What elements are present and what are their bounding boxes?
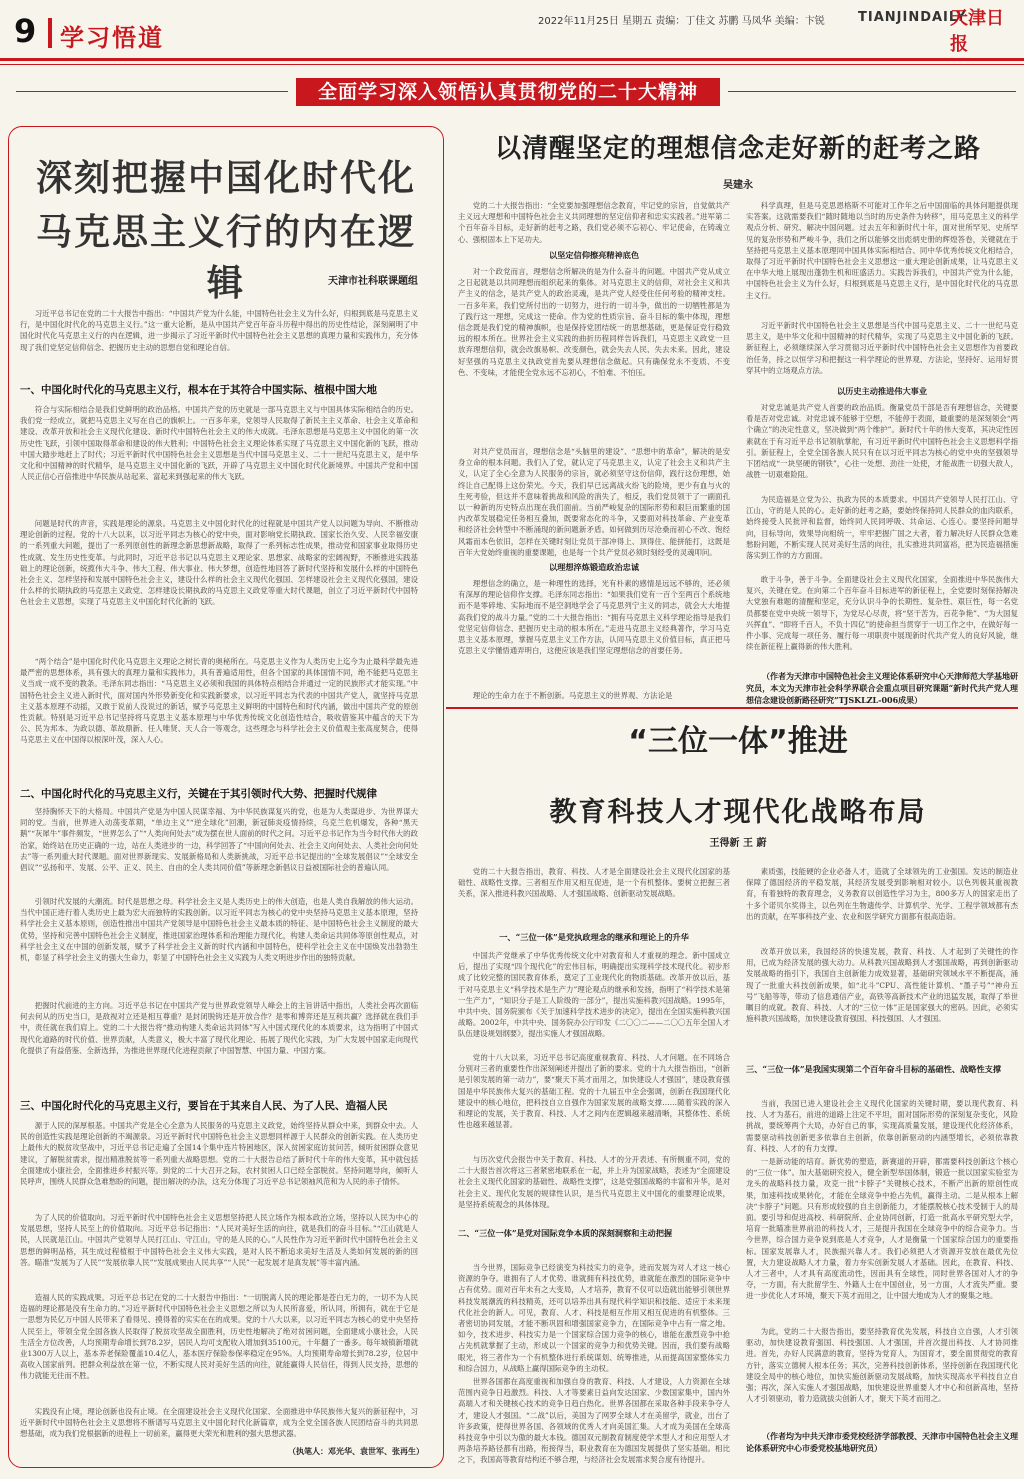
article-b-paragraph-10: 一是新动能的培育。新优势的塑造，新赛道的开辟，都需要科技创新这个核心的“三位一体”。加大基础研究投入，健全新型举国体制，锻造一批以国家实验室为龙头的战略科技力量，攻克一批“卡脖子”关键核心技术，不断产出新的原创性成果，加速科技成果转化，才能在全球竞争中抢占先机，赢得主动。二是从根本上解决“卡脖子”问题。只有形成较强的自主创新能力，才能摆脱核心技术受制于人的局面。要引导和促进高校、科研院所、企业协同创新，打造一批高水平研究型大学，培育一批瞄准世界前沿的科技人才，三是提升我国在全球竞争中的综合竞争力。当今世界，综合国力竞争说到底是人才竞争，人才是衡量一个国家综合国力的重要指标。国家发展靠人才，民族振兴靠人才。我们必须把人才资源开发放在最优先位置，大力建设战略人才力量，着力夯实创新发展人才基础。因此，在教育、科技、人才三者中，人才具有高度流动性，因而具有全球性，同时世界各国对人才的争夺，一方面，有大批留学生、外籍人士在中国创业，另一方面，人才流失严重。要进一步优化人才环境，聚天下英才而用之，让中国大地成为人才的聚集之地。 [746,1157,1018,1301]
page-number: 9 [14,12,37,50]
article-b-heading-1: 一、“三位一体”是党执政理念的继承和理论上的升华 [499,932,689,942]
left-paragraph-8: 为了人民的价值取向。习近平新时代中国特色社会主义思想坚持把人民立场作为根本政治立场，坚持以人民为中心的发展思想，坚持人民至上的价值取向。习近平总书记指出：“人民对美好生活的向往，就是我们的奋斗目标。”“江山就是人民，人民就是江山。中国共产党领导人民打江山、守江山，守的是人民的心。”人民性作为习近平新时代中国特色社会主义思想的鲜明品格，其生成过程植根于中国特色社会主义伟大实践，是对人民不断追求美好生活及人类如何发展的新的回答。瞄准“发展为了人民”“发展依靠人民”“发展成果由人民共享”“人民”一起发展才是真发展”等丰富内涵。 [20,1213,418,1267]
article-b-authors: 王得新 王 蔚 [709,838,767,849]
left-article-credits: （执笔人：邓光华、袁世军、张再生） [288,1446,424,1456]
left-paragraph-2: 问题是时代的声音，实践是理论的源泉。马克思主义中国化时代化的过程就是中国共产党人以问题为导向、不断推动理论创新的过程。党的十八大以来，以习近平同志为核心的党中央，面对影响党长期执政、国家长治久安、人民幸福安康的一系列重大问题，提出了一系列原创性的新理念新思想新战略，取得了一系列标志性成果，推动党和国家事业取得历史性成就、发生历史性变革。与此同时，习近平总书记以马克思主义理论家、思想家、战略家的宏阔视野，不断推进实践基础上的理论创新，统揽伟大斗争、伟大工程、伟大事业、伟大梦想，创造性地回答了新时代坚持和发展什么样的中国特色社会主义、怎样坚持和发展中国特色社会主义，建设什么样的社会主义现代化强国、怎样建设社会主义现代化强国，建设什么样的长期执政的马克思主义政党、怎样建设长期执政的马克思主义政党等重大时代课题，创立了习近平新时代中国特色社会主义思想，实现了马克思主义中国化时代化新的飞跃。 [20,519,418,607]
left-paragraph-3: “两个结合”是中国化时代化马克思主义理论之树长青的奥秘所在。马克思主义作为人类历史上迄今为止最科学最先进最严密的思想体系，具有强大的真理力量和实践伟力，具有普遍适用性，但各个国家的具体国情不同，绝不能把马克思主义当成一成不变的教条。毛泽东同志指出：“马克思主义必须和我国的具体特点相结合并通过一定的民族形式才能实现。”中国特色社会主义进入新时代，面对国内外形势新变化和实践新要求，以习近平同志为代表的中国共产党人，就坚持马克思主义基本原理不动摇，又敢于说前人没说过的新话，赋予马克思主义鲜明的中国特色和时代内涵，做出中国共产党的原创性贡献。特别是习近平总书记坚持将马克思主义基本原理与中华优秀传统文化创造性结合，吸收借鉴其中蕴含的天下为公、民为邦本、为政以德、革故鼎新、任人唯贤、天人合一等观念，这些理念与科学社会主义价值观主张高度契合，使得马克思主义在中国得以根深叶茂，深入人心。 [20,657,418,745]
article-a-paragraph-3: 对共产党员而言，理想信念是“头脑里的建设”、“思想中的革命”，解决的是安身立命的根本问题。我们入了党，就认定了马克思主义，认定了社会主义和共产主义，认定了全心全意为人民服务的宗旨，就必须坚守这份信仰，践行这份理想，始终让自己配得上这份荣光。今天，我们早已远离战火纷飞的险境，更少有血与火的生死考验，但这并不意味着挑战和风险的消失了，相反，我们党员领干了一副面孔以一种新的历史特点出现在我们面前。当前严峻复杂的国际形势和艰巨而繁重的国内改革发展稳定任务相互叠加，既要常态化的斗争，又要面对科技革命、产业变革和经济社会转型中不断涌现的新问题新矛盾。如何做到历尽沧桑而初心不改、饱经风霜而本色依旧，怎样在关键时刻让党员干部冲得上、顶得住、能拼能打，这既是百年大党始终重视的重要课题，也是每一个共产党员必须时刻经受的灵魂叩问。 [458,447,730,557]
article-a-heading-1: 以坚定信仰擦亮精神底色 [548,250,640,260]
article-a-heading-2: 以理想淬炼锻造政治忠诚 [548,562,640,572]
article-b-title-line2: 教育科技人才现代化战略布局 [549,797,927,828]
article-a-paragraph-5: 理论的生命力在于不断创新。马克思主义的世界观、方法论是 [472,691,673,700]
left-paragraph-4: 坚持胸怀天下的大格局。中国共产党是为中国人民谋幸福、为中华民族谋复兴的党，也是为人类谋进步、为世界谋大同的党。当前，世界进入动荡变革期，“单边主义”“逆全球化”回潮，新冠肺炎疫情持续，乌克兰危机爆发，各种“黑天鹅”“灰犀牛”事件频发，“世界怎么了”“人类向何处去”成为摆在世人面前的时代之问。习近平总书记作为当今时代伟大的政治家，始终站在历史正确的一边，站在人类进步的一边，科学回答了“中国向何处去、社会主义向何处去、人类社会向何处去”等一系列重大时代课题。面对世界新现实、发展新格局和人类新挑战，习近平总书记提出的“全球发展倡议”“全球安全倡议”“弘扬和平、发展、公平、正义、民主、自由的全人类共同价值”等新理念新倡议日益被国际社会的普遍认同。 [20,807,418,873]
article-a-paragraph-6: 科学真理，但是马克思恩格斯不可能对工作年之后中国面临的具体问题提供现实答案。这就需要我们“随时随地以当时的历史条件为转移”，用马克思主义的科学观点分析、研究、解决中国问题。过去五年和新时代十年，面对世所罕见、史所罕见的复杂形势和严峻斗争，我们之所以能够交出彪炳史册的辉煌答卷，关键就在于坚持把马克思主义基本原理同中国具体实际相结合、同中华优秀传统文化相结合，取得了习近平新时代中国特色社会主义思想这一重大理论创新成果，让马克思主义在中华大地上展现出蓬勃生机和旺盛活力。实践告诉我们，中国共产党为什么能，中国特色社会主义为什么好，归根到底是马克思主义行，是中国化时代化的马克思主义行。 [746,201,1018,300]
banner-rule-right [728,91,1016,92]
article-b-title-line1: “三位一体”推进 [628,724,848,759]
article-a-paragraph-4: 理想信念的确立，是一种理性的选择，光有朴素的感情是远远不够的，还必须有深厚的理论信仰作支撑。毛泽东同志指出：“如果我们党有一百个至两百个系统地而不是零碎地、实际地而不是空洞地学会了马克思列宁主义的同志，就会大大地提高我们党的战斗力量。”党的二十大报告指出：“拥有马克思主义科学理论指导是我们党坚定信仰信念、把握历史主动的根本所在。”走进马克思主义经典著作，学习马克思主义基本原理，掌握马克思主义工作方法，认同马克思主义价值目标，真正把马克思主义学懂悟通弄明白，这便应该是我们坚定理想信念的首要任务。 [458,579,730,656]
article-b-paragraph-3: 党的十八大以来，习近平总书记高度重视教育、科技、人才问题。在不同场合分别对三者的重要性作出深刻阐述并提出了新的要求。党的十九大报告指出，“创新是引领发展的第一动力”，要“聚天下英才而用之，加快建设人才强国”，建设教育强国是中华民族伟大复兴的基础工程。党的十九届五中全会强调，创新在我国现代化建设中的核心地位，把科技自立自强作为国家发展的战略支撑……随着实践的深入和理论的发展，关于教育、科技、人才之间内在逻辑越来越清晰，其整体性、系统性也越来越显著。 [458,1053,730,1130]
article-b-paragraph-11: 为此，党的二十大报告指出，要坚持教育优先发展，科技自立自强，人才引领驱动，加快建设教育强国、科技强国、人才强国，并首次提出科技、人才协同推进。首先，办好人民满意的教育，坚持为党育人，为国育才，要全面贯彻党的教育方针，落实立德树人根本任务；其次，完善科技创新体系，坚持创新在我国现代化建设全局中的核心地位，加快实施创新驱动发展战略，加快实现高水平科技自立自强；再次，深入实施人才强国战略，加快建设世界重要人才中心和创新高地，坚持人才引领驱动，着力造就拔尖创新人才，聚天下英才而用之。 [746,1327,1018,1404]
article-a-title: 以清醒坚定的理想信念走好新的赶考之路 [494,134,981,164]
masthead-rule [0,58,1024,61]
article-b-paragraph-5: 当今世界，国际竞争已经演变为科技实力的竞争，进而发展为对人才这一核心资源的争夺。谁拥有了人才优势、谁就拥有科技优势，谁就能在激烈的国际竞争中占有优势。面对百年未有之大变局，人才培养，教育不仅可以造就出能够引领世界科技发展潮流的科技精英，还可以培养出具有现代科学知识和技能、适应于未来现代化社会的新人。可见，教育、人才、科技是相互作用又相互促进的有机整体。三者密切协同发展，才能不断巩固和增强国家竞争力，在国际竞争中占有一席之地。如今，技术进步、科技实力是一个国家综合国力竞争的核心，谁能在激烈竞争中抢占先机就掌握了主动，形成以一个国家的竞争力和优势关键。因而，我们要有战略眼光，将三者作为一个有机整体进行系统谋划、统筹推进，从而提高国家整体实力和综合国力，从战略上赢得国际竞争的主动权。 [458,1263,730,1373]
article-a-paragraph-9: 为民造福是立党为公、执政为民的本质要求。中国共产党领导人民打江山、守江山，守的是人民的心。走好新的赶考之路，要始终保持同人民群众的血肉联系，始终接受人民批评和监督，始终同人民同呼吸、共命运、心连心。要坚持问题导向，目标导向，效果导向相统一，牢牢把握广国之大者，着力解决好人民群众急难愁盼问题，不断实现人民对美好生活的向往，扎实推进共同富裕，把为民造福措施落实到工作的方方面面。 [746,495,1018,561]
article-b-author-note: （作者均为中共天津市委党校经济学部教授、天津市中国特色社会主义理论体系研究中心市委党校基地研究员） [746,1431,1018,1453]
topic-banner: 全面学习深入领悟认真贯彻党的二十大精神 [296,78,720,106]
article-a-author: 吴建永 [723,180,753,191]
article-a-paragraph-7: 习近平新时代中国特色社会主义思想是当代中国马克思主义、二十一世纪马克思主义，是中华文化和中国精神的时代精华，实现了马克思主义中国化新的飞跃。新征程上，必须继续深入学习贯彻习近平新时代中国特色社会主义思想作为首要政治任务，持之以恒学习和把握这一科学理论的世界观、方法论，坚持好、运用好贯穿其中的立场观点方法。 [746,321,1018,375]
left-article-author: 天津市社科联课题组 [328,276,418,287]
article-b-paragraph-9: 当前，我国已进入建设社会主义现代化国家的关键时期，要以现代教育、科技、人才为基石，前进的道路上注定不平坦，面对国际形势的深刻复杂变化，风险挑战，要统筹两个大局，办好自己的事，实现高质量发展，建设现代化经济体系，需要驱动科技创新更多依靠自主创新，依靠创新驱动的内涵型增长，必须依靠教育、科技、人才的有力支撑。 [746,1099,1018,1153]
left-intro-paragraph: 习近平总书记在党的二十大报告中指出：“中国共产党为什么能，中国特色社会主义为什么好，归根到底是马克思主义行，是中国化时代化的马克思主义行。”这一重大论断，是从中国共产党百年奋斗历程中得出的历史性结论，深刻阐明了中国化时代化马克思主义行的内在逻辑，进一步揭示了习近平新时代中国特色社会主义思想的真理力量和实践伟力，充分体现了我们党坚定信仰信念、把握历史主动的思想自觉和理论自信。 [20,309,418,352]
article-a-heading-3: 以历史主动推进伟大事业 [836,386,928,396]
article-b-paragraph-7: 素质强，技能硬的企业必备人才，造就了全球领先的工业强国。发达的制造业保障了德国经济的平稳发展，其经济发展受到影响相对较小。以色列极其重视教育，有着独特的教育理念，义务教育以创造性学习为主，800多万人的国家走出了十多个诺贝尔奖得主，以色列在生物遗传学、计算机学、光学、工程学领域都有杰出的贡献，在军事科技产业、农业和医学研究方面都有很高造诣。 [746,867,1018,921]
left-heading-1: 一、中国化时代化的马克思主义行，根本在于其符合中国实际、植根中国大地 [20,384,377,396]
article-a-paragraph-1: 党的二十大报告指出：“全党要加强理想信念教育，牢记党的宗旨，自觉做共产主义远大理想和中国特色社会主义共同理想的坚定信仰者和忠实实践者。”进军第二个百年奋斗目标，走好新的赶考之路，我们党必须不忘初心、牢记使命，在铸魂立心、强根固本上下足功夫。 [458,201,730,244]
article-b-heading-2: 二、“三位一体”是党对国际竞争本质的深刻洞察和主动把握 [458,1228,673,1238]
left-heading-2: 二、中国化时代化的马克思主义行，关键在于其引领时代大势、把握时代规律 [20,788,377,800]
article-b-paragraph-6: 世界各国都在高度重视和加强自身的教育、科技、人才建设，人力资源在全球范围内竞争日趋激烈。科技、人才等要素日益向发达国家、少数国家集中，国内外高端人才和关键核心技术的竞争日趋白热化。世界各国都在采取各种手段来争夺人才，建设人才强国。“二战”以后，美国为了网罗全球人才在美留学，就业，出台了许多政策，使得世界各国、各领域的优秀人才向美国汇集。人才成为美国在全球高科技竞争中引以为傲的最大本钱。德国双元制教育制度使学术型人才和应用型人才两条培养路径都有出路，衔接得当，职业教育在为德国发展提供了坚实基础。相比之下，我国高等教育结构还不够合理，与经济社会发展需求契合度有待提升。 [458,1377,730,1465]
paper-name-en: TIANJINDAILY [858,10,967,25]
article-a-paragraph-8: 对党忠诚是共产党人首要的政治品质。衡量党员干部是否有理想信念，关键要看是否对党忠诚。对党忠诚不能够于空想，不能停于表面，最重要的是深刻领会“两个确立”的决定性意义，坚决做到“两个维护”。新时代十年的伟大变革，其决定性因素就在于有习近平总书记领航掌舵，有习近平新时代中国特色社会主义思想科学指引。新征程上，全党全国各族人民只有在以习近平同志为核心的党中央的坚强领导下团结成“一块坚硬的钢铁”，心往一处想、劲往一处使，才能战胜一切强大敌人，战胜一切艰难险阻。 [746,403,1018,480]
banner-rule-left [16,91,288,92]
left-paragraph-1: 符合与实际相结合是我们党鲜明的政治品格。中国共产党的历史就是一部马克思主义与中国具体实际相结合的历史。我们党一经成立，就把马克思主义写在自己的旗帜上。一百多年来，党领导人民取得了新民主主义革命、社会主义革命和建设、改革开放和社会主义现代化建设、新时代中国特色社会主义的伟大成就。毛泽东思想是马克思主义中国化的第一次历史性飞跃，引领中国取得革命和建设的伟大胜利；中国特色社会主义理论体系实现了马克思主义中国化新的飞跃，推动中国大踏步地赶上了时代；习近平新时代中国特色社会主义思想是当代中国马克思主义、二十一世纪马克思主义，是中华文化和中国精神的时代精华，是马克思主义中国化新的飞跃，开辟了马克思主义中国化时代化新境界。中国共产党和中国人民正信心百倍推进中华民族从站起来、富起来到强起来的伟大飞跃。 [20,405,418,482]
left-paragraph-7: 源于人民的深厚根基。中国共产党是全心全意为人民服务的马克思主义政党，始终坚持从群众中来，到群众中去。人民的创造性实践是理论创新的不竭源泉。习近平新时代中国特色社会主义思想同样源于人民群众的创新实践。在人类历史上最伟大的脱贫攻坚战中，习近平总书记走遍了全国14个集中连片特困地区，深入贫困家庭访贫问苦，倾听贫困群众意见建议，了解脱贫需求，提出精准脱贫等一系列重大战略思想。党的二十大报告总结了新时代十年的伟大变革，其中就包括全面建成小康社会，全面推进乡村振兴等。到党的二十大召开之际，农村贫困人口已经全部脱贫。坚持问题导向，倾听人民呼声，围绕人民群众急难愁盼的问题，提出解决的办法，这充分体现了习近平总书记领袖风范和为人民的赤子情怀。 [20,1121,418,1187]
article-a-author-note: （作者为天津市中国特色社会主义理论体系研究中心天津师范大学基地研究员，本文为天津市社会科学界联合会重点项目研究课题“新时代共产党人理想信念建设创新路径研究”TJSKLZL-006成果） [746,671,1018,705]
article-b-paragraph-1: 党的二十大报告指出，教育、科技、人才是全面建设社会主义现代化国家的基础性、战略性支撑。三者相互作用又相互促进，是一个有机整体。要树立把握三者关系，深入推进科教兴国战略、人才强国战略、创新驱动发展战略。 [458,867,730,899]
masthead-rule-thin [0,64,1024,65]
left-paragraph-9: 造福人民的实践成果。习近平总书记在党的二十大报告中指出：“一切脱离人民的理论都是苍白无力的，一切不为人民造福的理论都是没有生命力的。”习近平新时代中国特色社会主义思想之所以为人民所喜爱，所认同，所拥有，就在于它是一思想为民亿万中国人民带来了看得见、摸得着的实实在在的成果。党的十八大以来，以习近平同志为核心的党中央坚持人民至上，带领全党全国各族人民取得了脱贫攻坚战全面胜利，历史性地解决了绝对贫困问题，全面建成小康社会，人民生活全方位改善，人均预期寿命增长到78.2岁，居民人均可支配收入增加到35100元，十年翻了一番多。每年城镇新增就业1300万人以上，基本养老保险覆盖10.4亿人，基本医疗保险参保率稳定在95%。人均预期寿命增长到78.2岁，位居中高收入国家前列。把群众利益放在第一位，不断实现人民对美好生活的向往，就能赢得人民信任，得到人民支持，思想的伟力就能无往而不胜。 [20,1293,418,1381]
article-a-paragraph-10: 敢于斗争，善于斗争。全面建设社会主义现代化国家，全面推进中华民族伟大复兴，关键在党。在向第二个百年奋斗目标进军的新征程上，全党要时刻保持解决大党独有难题的清醒和坚定，充分认识斗争的长期性、复杂性、艰巨性，每一名党员都要在党中央统一领导下，为党尽心尽责，将“坚干苦为，百花争艳”、“为大国复兴挥血”、“即将千百人，不负十四亿”的使命担当贯穿于一切工作之中，在做好每一件小事、完成每一项任务、履行每一项职责中展现新时代共产党人的良好风貌，继续在新征程上赢得新的伟大胜利。 [746,575,1018,652]
article-a-paragraph-2: 对一个政党而言，理想信念所解决的是为什么奋斗的问题。中国共产党从成立之日起就是以共同理想而组织起来的集体。对马克思主义的信仰，对社会主义和共产主义的信念，是共产党人的政治灵魂，是共产党人经受住任何考验的精神支柱。一百多年来，我们党所付出的一切努力，进行的一切斗争，做出的一切牺牲都是为了践行这一理想，完成这一使命。作为党的性质宗旨、奋斗目标的集中体现，理想信念既是我们党的精神旗帜，也是保持党团结统一的思想基础，更是保证党行稳致远的根本所在。世界社会主义实践的曲折历程同样告诉我们，马克思主义政党一旦放弃理想信仰，就会改旗易帜、改变颜色，就会失去人民、失去未来。因此，建设好坚强的马克思主义执政党首先要从理想信念做起。只有确保党永不变质、不变色、不变味，才能使全党永远不忘初心，不怕难、不怕压。 [458,267,730,377]
article-b-paragraph-2: 中国共产党继承了中华优秀传统文化中对教育和人才重视的理念。新中国成立后，提出了实现“四个现代化”的宏伟目标，明确提出实现科学技术现代化。初步形成了比较完整的国民教育体系，奠定了工业现代化的物质基础。改革开放以后，基于对马克思主义“科学技术是生产力”理论观点的继承和发扬，指明了“科学技术是第一生产力”，“知识分子是工人阶级的一部分”，提出实施科教兴国战略。1995年，中共中央、国务院颁布《关于加速科学技术进步的决定》，提出在全国实施科教兴国战略。2002年，中共中央、国务院办公厅印发《二〇〇二——二〇〇五年全国人才队伍建设规划纲要》，提出实施人才强国战略。 [458,951,730,1039]
article-b-paragraph-4: 与历次党代会报告中关于教育、科技、人才的分开表述、有所侧重不同，党的二十大报告首次将这三者紧密地联系在一起，并上升为国家战略，表述为“全面建设社会主义现代化国家的基础性、战略性支撑”，这是党强国战略的丰富和升华，是对社会主义、现代化发展的规律性认识，是当代马克思主义中国化的重要理论成果，是坚持系统观念的具体体现。 [458,1155,730,1209]
left-article-title-line1: 深刻把握中国化时代化 [35,158,416,199]
article-b-paragraph-8: 改革开放以来，我国经济的快速发展，教育、科技、人才起到了关键性的作用，已成为经济发展的强大动力。从科教兴国战略到人才强国战略，再到创新驱动发展战略的指引下，我国自主创新能力成效显著，基础研究领域水平不断提高，涌现了一批重大科技创新成果，如“北斗”CPU、高性能计算机、“墨子号”“神舟五号”飞船等等，带动了信息通信产业，高铁等高新技术产业的迅猛发展，取得了举世瞩目的成就。教育、科技、人才的“三位一体”正是国家强大的密码。因此，必须实施科教兴国战略，加快建设教育强国、科技强国、人才强国。 [746,947,1018,1024]
section-title: 学习悟道 [60,24,164,52]
article-divider [446,707,1018,709]
left-closing-paragraph: 实践没有止境，理论创新也没有止境。在全面建设社会主义现代化国家、全面推进中华民族伟大复兴的新征程中，习近平新时代中国特色社会主义思想将不断谱写马克思主义中国化时代化新篇章，成为全党全国各族人民团结奋斗的共同思想基础，成为我们党根据新的进程上一切前来，赢得更大荣光和胜利的强大思想武器。 [20,1407,418,1439]
left-article-title-line2: 马克思主义行的内在逻辑 [35,212,416,304]
left-paragraph-6: 把握时代前进的主方向。习近平总书记在中国共产党与世界政党领导人峰会上的主旨讲话中指出，人类社会再次面临何去何从的历史当口，是敌视对立还是相互尊重？是封闭脱钩还是开放合作？是零和博弈还是互利共赢？选择就在我们手中，责任就在我们肩上。党的二十大报告将“推动构建人类命运共同体”写入中国式现代化的本质要求，这为指明了中国式现代化道路的时代价值、世界贡献，人类意义，极大丰富了现代化理论、拓展了现代化实践，为广大发展中国家走向现代化提供了有益借鉴、全新选择，为推进世界现代化进程贡献了中国智慧、中国力量、中国方案。 [20,1001,418,1055]
dateline: 2022年11月25日 星期五 责编：丁佳文 苏鹏 马凤华 美编：卞锐 [538,16,825,27]
left-paragraph-5: 引领时代发展的大潮流。时代是思想之母。科学社会主义是人类历史上的伟大创造，也是人类自我解放的伟大运动。当代中国正进行着人类历史上最为宏大而独特的实践创新。以习近平同志为核心的党中央坚持马克思主义基本原理，坚持科学社会主义基本原则，创造性推出中国共产党领导是中国特色社会主义最本质的特征、是中国特色社会主义制度的最大优势，坚持和完善中国特色社会主义制度，推进国家治理体系和治理能力现代化，构建人类命运共同体等原创性观点，对科学社会主义在中国的创新发展，赋予了科学社会主义新的时代内涵和中国特色，使科学社会主义在中国焕发出勃勃生机，彰显了科学社会主义的强大生命力，彰显了中国特色社会主义实践为人类文明进步作出的独特贡献。 [20,897,418,963]
article-b-heading-3: 三、“三位一体”是我国实现第二个百年奋斗目标的基础性、战略性支撑 [746,1064,1002,1074]
paper-logo: 天津日报 [950,8,1004,55]
page-number-divider [48,18,52,48]
left-heading-3: 三、中国化时代化的马克思主义行，要旨在于其来自人民、为了人民、造福人民 [20,1100,388,1112]
